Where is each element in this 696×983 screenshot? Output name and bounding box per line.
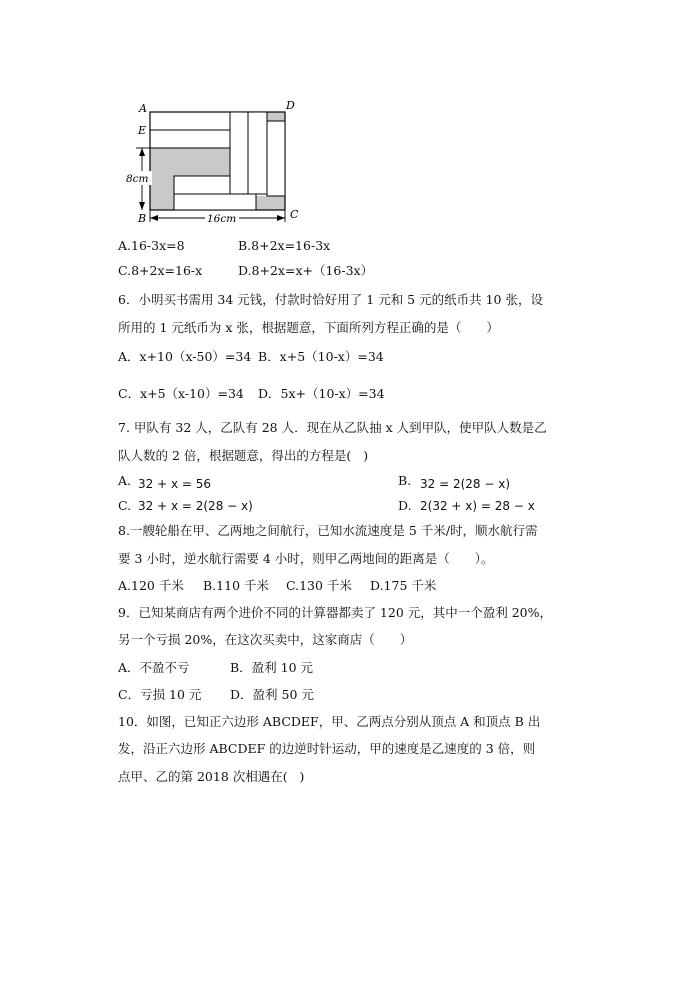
q8-option-d: D.175 千米 — [370, 578, 437, 593]
q7-stem-line-1: 7. 甲队有 32 人，乙队有 28 人．现在从乙队抽 x 人到甲队，使甲队人数是乙 — [118, 420, 547, 435]
width-arrow-left — [150, 215, 158, 221]
q9-option-b: B．盈利 10 元 — [230, 660, 314, 675]
q9-option-a: A．不盈不亏 — [118, 660, 190, 675]
point-label-e: E — [138, 124, 147, 137]
q9-option-d: D．盈利 50 元 — [230, 687, 314, 702]
height-arrow-bottom — [139, 202, 145, 210]
q5-option-c: C.8+2x=16-x — [118, 263, 203, 278]
q7-option-a-equation: 32 + x = 56 — [138, 477, 212, 491]
vertex-label-d: D — [286, 99, 295, 112]
q8-option-a: A.120 千米 — [118, 578, 184, 593]
vertical-strip-2 — [248, 112, 267, 194]
q5-option-a: A.16-3x=8 — [118, 238, 185, 253]
vertex-label-a: A — [139, 102, 147, 115]
q9-stem-line-1: 9．已知某商店有两个进价不同的计算器都卖了 120 元，其中一个盈利 20%， — [118, 605, 553, 620]
q9-stem-line-2: 另一个亏损 20%，在这次买卖中，这家商店（ ） — [118, 632, 413, 647]
q8-stem-line-2: 要 3 小时，逆水航行需要 4 小时，则甲乙两地间的距离是（ ）。 — [118, 551, 494, 566]
vertical-strip-1 — [230, 112, 248, 194]
bottom-strip-2 — [174, 194, 256, 210]
q6-option-d: D．5x+（10-x）=34 — [258, 386, 385, 401]
q10-stem-line-2: 发，沿正六边形 ABCDEF 的边逆时针运动，甲的速度是乙速度的 3 倍，则 — [118, 741, 536, 756]
q7-option-b-equation: 32 = 2(28 − x) — [420, 477, 511, 491]
q8-option-b: B.110 千米 — [203, 578, 269, 593]
q6-option-b: B．x+5（10-x）=34 — [258, 349, 384, 364]
rectangle-diagram — [126, 96, 310, 228]
width-arrow-right — [277, 215, 285, 221]
top-strip-2 — [150, 130, 230, 148]
shaded-region-bottom-left — [150, 194, 174, 210]
q7-option-a-letter: A. — [118, 473, 132, 488]
q7-stem-line-2: 队人数的 2 倍，根据题意，得出的方程是( ) — [118, 448, 369, 463]
q8-stem-line-1: 8.一艘轮船在甲、乙两地之间航行，已知水流速度是 5 千米/时，顺水航行需 — [118, 523, 538, 538]
q10-stem-line-3: 点甲、乙的第 2018 次相遇在( ) — [118, 769, 305, 784]
vertex-label-c: C — [290, 208, 299, 221]
bottom-strip-1 — [174, 176, 230, 194]
shaded-region-top-right — [267, 112, 285, 121]
q6-stem-line-2: 所用的 1 元纸币为 x 张，根据题意，下面所列方程正确的是（ ） — [118, 320, 499, 335]
q6-option-a: A．x+10（x-50）=34 — [118, 349, 252, 364]
top-strip-1 — [150, 112, 230, 130]
rectangle-figure — [126, 96, 310, 228]
shaded-region-bottom-right — [256, 196, 285, 210]
height-arrow-top — [139, 148, 145, 156]
q6-stem-line-1: 6．小明买书需用 34 元钱，付款时恰好用了 1 元和 5 元的纸币共 10 张，设 — [118, 292, 543, 307]
q6-option-c: C．x+5（x-10）=34 — [118, 386, 244, 401]
vertex-label-b: B — [138, 212, 147, 225]
q9-option-c: C．亏损 10 元 — [118, 687, 202, 702]
q7-option-b-letter: B. — [398, 473, 412, 488]
q7-option-d-equation: 2(32 + x) = 28 − x — [420, 499, 535, 513]
height-label: 8cm — [126, 173, 149, 185]
q10-stem-line-1: 10．如图，已知正六边形 ABCDEF，甲、乙两点分别从顶点 A 和顶点 B 出 — [118, 714, 541, 729]
width-label: 16cm — [207, 213, 237, 225]
q5-option-d: D.8+2x=x+（16-3x） — [238, 263, 374, 278]
q7-option-c-equation: 32 + x = 2(28 − x) — [138, 499, 253, 513]
q8-option-c: C.130 千米 — [286, 578, 352, 593]
vertical-strip-3 — [267, 121, 285, 196]
q5-option-b: B.8+2x=16-3x — [238, 238, 331, 253]
q7-option-d-letter: D. — [398, 498, 412, 513]
q7-option-c-letter: C. — [118, 498, 132, 513]
